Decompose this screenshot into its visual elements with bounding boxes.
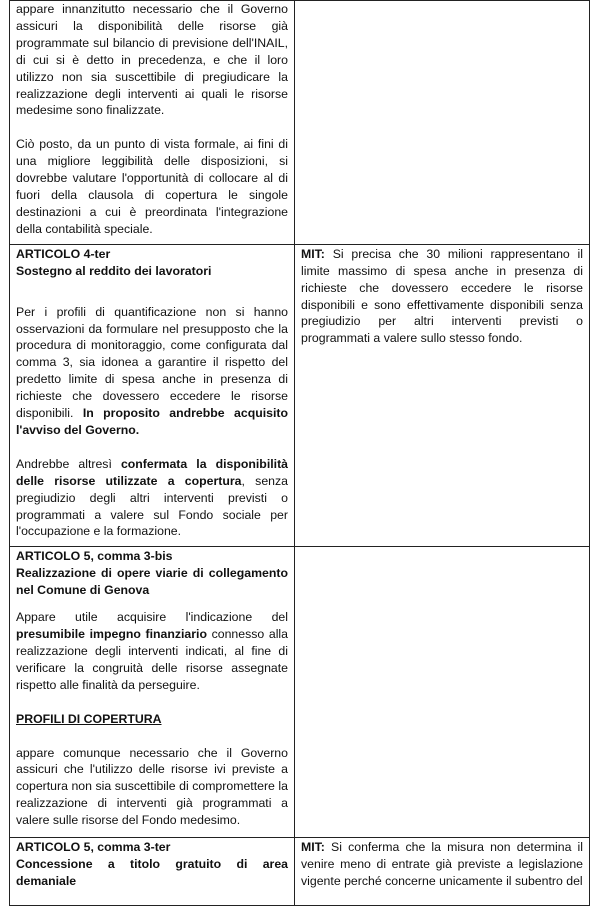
paragraph: appare comunque necessario che il Governo assicuri che l'utilizzo delle risorse ivi previste a copertura non sia suscettibile di compromettere la realizzazione di interventi già programmati a valere sulle risorse del Fondo medesimo. [16,745,288,828]
table-row [10,244,590,547]
right-cell [295,838,590,906]
left-cell [10,244,295,547]
article-subheading: Realizzazione di opere viarie di collegamento nel Comune di Genova [16,566,288,598]
ministry-reply: MIT: Si conferma che la misura non determina il venire meno di entrate già previste a legislazione vigente perché concerne unicamente il subentro del [301,840,583,889]
paragraph: Ciò posto, da un punto di vista formale, ai fini di una migliore leggibilità delle disposizioni, si dovrebbe valutare l'opportunità di collocare al di fuori della clausola di copertura le singole destinazioni a cui è preordinata l'integrazione della contabilità speciale. [16,137,288,236]
article-subheading: Sostegno al reddito dei lavoratori [16,263,212,278]
paragraph: Andrebbe altresì confermata la disponibilità delle risorse utilizzate a copertura, senza pregiudizio degli altri interventi previsti o programmati a valere sul Fondo sociale per l'occupazione e la formazione. [16,456,288,539]
left-cell [10,1,295,245]
article-heading: ARTICOLO 5, comma 3-bis [16,549,173,564]
paragraph: Per i profili di quantificazione non si hanno osservazioni da formulare nel presupposto che la procedura di monitoraggio, come configurata dal comma 3, sia idonea a garantire il rispetto del predetto limite di spesa anche in presenza di richieste che dovessero eccedere le risorse disponibili. In proposito andrebbe acquisito l'avviso del Governo. [16,304,288,437]
table-row [10,1,590,245]
right-cell [295,244,590,547]
right-cell [295,547,590,838]
table-row [10,547,590,838]
ministry-reply: MIT: Si precisa che 30 milioni rappresentano il limite massimo di spesa anche in presenza di richieste che dovessero eccedere le risorse disponibili e sono effettivamente disponibili senza pregiudizio per altri interventi previsti o programmati a valere sullo stesso fondo. [301,246,583,346]
section-title: PROFILI DI COPERTURA [16,711,162,726]
right-cell [295,1,590,245]
comparison-table [9,0,590,906]
article-heading: ARTICOLO 4-ter [16,246,111,261]
table-row [10,838,590,906]
left-cell [10,838,295,906]
paragraph: Appare utile acquisire l'indicazione del presumibile impegno finanziario connesso alla realizzazione degli interventi indicati, al fine di verificare la congruità delle risorse assegnate rispetto alle finalità da perseguire. [16,610,289,692]
document-page [9,0,590,889]
article-heading: ARTICOLO 5, comma 3-ter [16,840,171,855]
article-subheading: Concessione a titolo gratuito di area demaniale [16,857,288,889]
paragraph: appare innanzitutto necessario che il Governo assicuri la disponibilità delle risorse già programmate sul bilancio di previsione dell'INAIL, di cui si è detto in precedenza, e che il loro utilizzo non sia suscettibile di pregiudicare la realizzazione degli interventi ai quali le risorse medesime sono finalizzate. [16,2,288,118]
left-cell [10,547,295,838]
